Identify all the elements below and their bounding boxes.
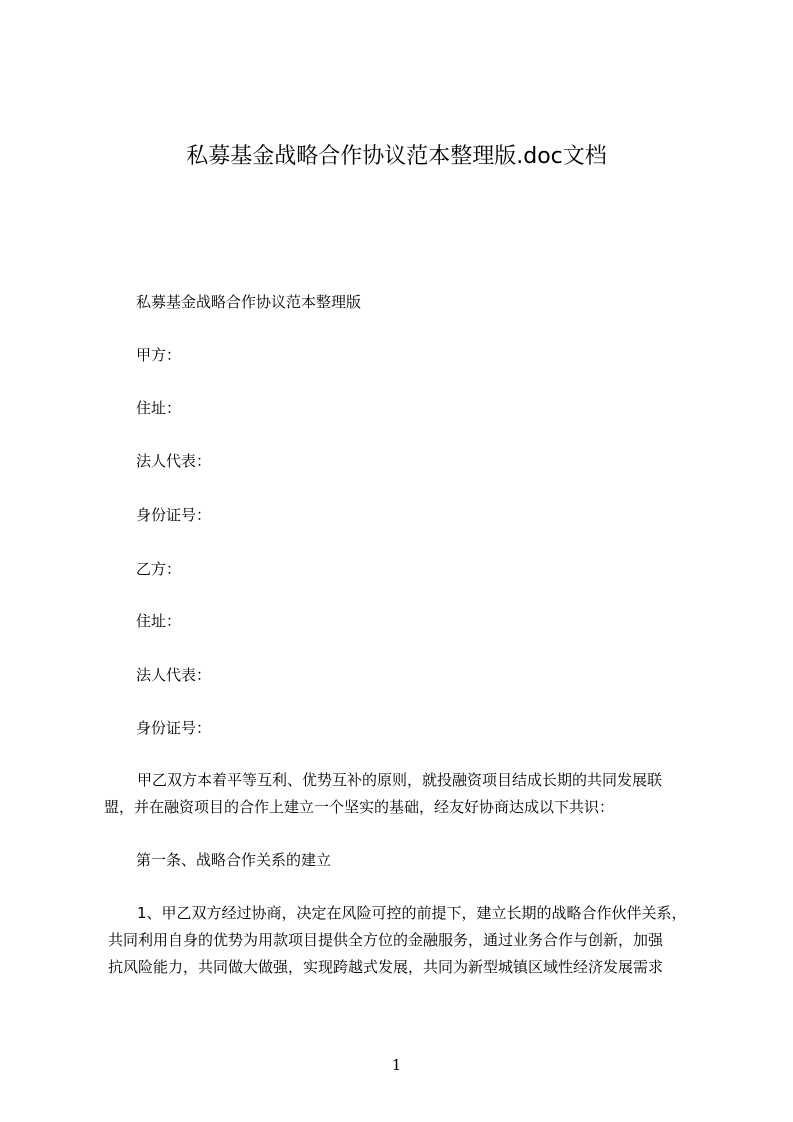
party-b-label: 乙方： [136,560,182,578]
party-b-id-label: 身份证号： [136,719,212,737]
page-number: 1 [391,1056,402,1074]
party-a-label: 甲方： [136,346,182,364]
party-a-representative-label: 法人代表： [136,452,212,470]
party-a-address-label: 住址： [136,399,182,417]
document-title: 私募基金战略合作协议范本整理版.doc文档 [186,144,607,169]
article-1-heading: 第一条、战略合作关系的建立 [136,851,332,869]
clause-1-line: 抗风险能力，共同做大做强，实现跨越式发展，共同为新型城镇区域性经济发展需求 [108,958,664,976]
clause-1-line: 1、甲乙双方经过协商，决定在风险可控的前提下，建立长期的战略合作伙伴关系， [137,904,687,922]
party-b-address-label: 住址： [136,612,182,630]
party-b-representative-label: 法人代表： [136,666,212,684]
clause-1-line: 共同利用自身的优势为用款项目提供全方位的金融服务，通过业务合作与创新，加强 [108,931,664,949]
intro-paragraph-line: 甲乙双方本着平等互利、优势互补的原则，就投融资项目结成长期的共同发展联 [137,771,663,789]
document-subtitle: 私募基金战略合作协议范本整理版 [136,293,362,311]
party-a-id-label: 身份证号： [136,506,212,524]
intro-paragraph-line: 盟，并在融资项目的合作上建立一个坚实的基础，经友好协商达成以下共识： [104,798,615,816]
